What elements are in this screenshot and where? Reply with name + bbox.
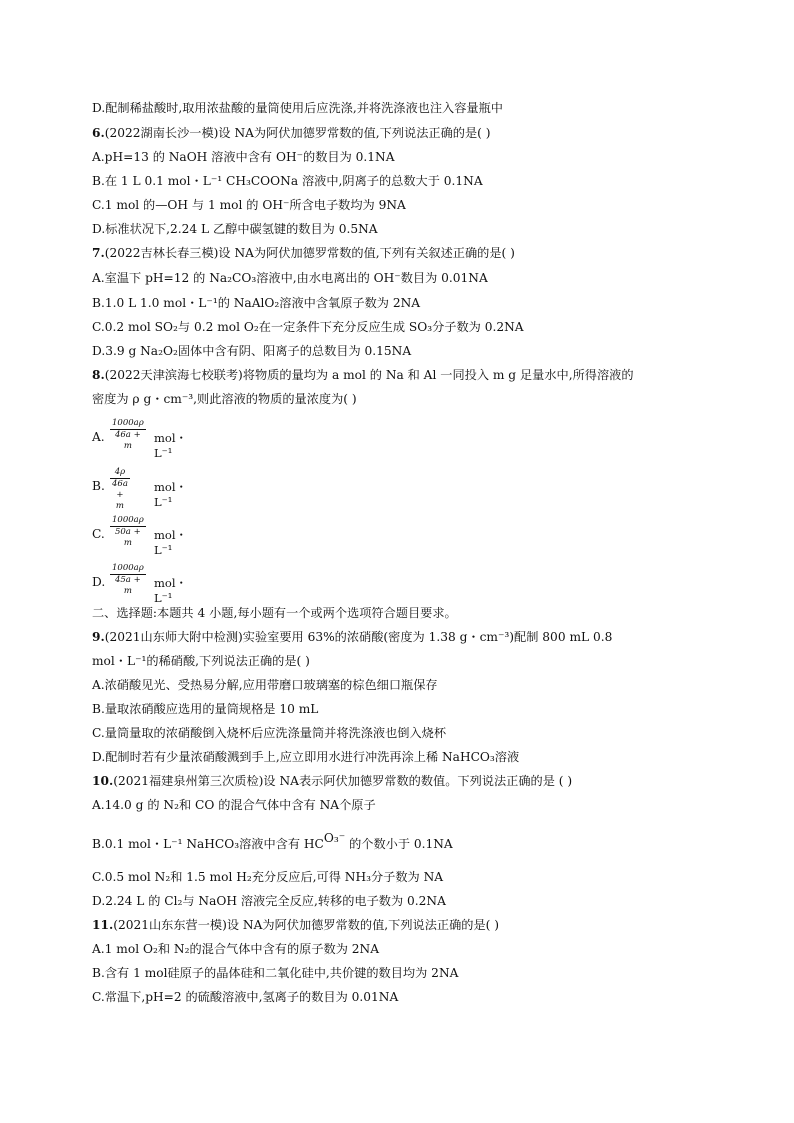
fraction-denominator: 45a + m bbox=[110, 574, 146, 597]
question-number: 9. bbox=[92, 630, 105, 644]
q10-option-d: D.2.24 L 的 Cl₂与 NaOH 溶液完全反应,转移的电子数为 0.2NA bbox=[92, 894, 446, 908]
q9-option-a: A.浓硝酸见光、受热易分解,应用带磨口玻璃塞的棕色细口瓶保存 bbox=[92, 678, 438, 692]
q9-option-d: D.配制时若有少量浓硝酸溅到手上,应立即用水进行冲洗再涂上稀 NaHCO₃溶液 bbox=[92, 750, 520, 764]
q6-option-b: B.在 1 L 0.1 mol・L⁻¹ CH₃COONa 溶液中,阴离子的总数大于 0.1NA bbox=[92, 174, 483, 188]
question-11 bbox=[92, 917, 499, 933]
question-6 bbox=[92, 125, 491, 141]
option-letter: B. bbox=[92, 479, 105, 493]
fraction-denominator: 46a + m bbox=[110, 429, 146, 452]
q7-option-d: D.3.9 g Na₂O₂固体中含有阴、阳离子的总数目为 0.15NA bbox=[92, 344, 412, 358]
option-letter: A. bbox=[92, 430, 105, 444]
q10-option-b bbox=[92, 831, 453, 852]
question-8-continued: 密度为 ρ g・cm⁻³,则此溶液的物质的量浓度为( ) bbox=[92, 392, 357, 406]
q7-option-a: A.室温下 pH=12 的 Na₂CO₃溶液中,由水电离出的 OH⁻数目为 0.01NA bbox=[92, 271, 488, 285]
question-text: (2021山东师大附中检测)实验室要用 63%的浓硝酸(密度为 1.38 g・cm⁻³)配制 800 mL 0.8 bbox=[104, 630, 613, 644]
question-number: 7. bbox=[92, 246, 105, 260]
question-number: 11. bbox=[92, 918, 114, 932]
ion-formula: O₃⁻ bbox=[323, 831, 346, 845]
fraction bbox=[110, 467, 130, 512]
q11-option-a: A.1 mol O₂和 N₂的混合气体中含有的原子数为 2NA bbox=[92, 942, 379, 956]
fraction-denominator: 50a + m bbox=[110, 526, 146, 549]
question-number: 10. bbox=[92, 774, 114, 788]
question-7 bbox=[92, 245, 515, 261]
q9-option-c: C.量筒量取的浓硝酸倒入烧杯后应洗涤量筒并将洗涤液也倒入烧杯 bbox=[92, 726, 447, 740]
fraction bbox=[110, 418, 146, 452]
q11-option-c: C.常温下,pH=2 的硫酸溶液中,氢离子的数目为 0.01NA bbox=[92, 990, 399, 1004]
q7-option-b: B.1.0 L 1.0 mol・L⁻¹的 NaAlO₂溶液中含氧原子数为 2NA bbox=[92, 296, 421, 310]
question-text: (2022天津滨海七校联考)将物质的量均为 a mol 的 Na 和 Al 一同投入 m g 足量水中,所得溶液的 bbox=[104, 368, 634, 382]
question-8 bbox=[92, 367, 634, 383]
question-text: (2022湖南长沙一模)设 NA为阿伏加德罗常数的值,下列说法正确的是( ) bbox=[104, 126, 491, 140]
question-9-continued: mol・L⁻¹的稀硝酸,下列说法正确的是( ) bbox=[92, 654, 310, 668]
q9-option-b: B.量取浓硝酸应选用的量筒规格是 10 mL bbox=[92, 702, 319, 716]
option-unit: mol・L⁻¹ bbox=[154, 431, 188, 460]
question-text: (2021山东东营一模)设 NA为阿伏加德罗常数的值,下列说法正确的是( ) bbox=[113, 918, 500, 932]
question-number: 6. bbox=[92, 126, 105, 140]
question-number: 8. bbox=[92, 368, 105, 382]
q7-option-c: C.0.2 mol SO₂与 0.2 mol O₂在一定条件下充分反应生成 SO₃分子数为 0.2NA bbox=[92, 320, 524, 334]
q10-option-a: A.14.0 g 的 N₂和 CO 的混合气体中含有 NA个原子 bbox=[92, 798, 376, 812]
option-unit: mol・L⁻¹ bbox=[154, 528, 188, 557]
option-letter: D. bbox=[92, 575, 106, 589]
option-letter: C. bbox=[92, 527, 105, 541]
option-unit: mol・L⁻¹ bbox=[154, 480, 188, 509]
q10-option-c: C.0.5 mol N₂和 1.5 mol H₂充分反应后,可得 NH₃分子数为 NA bbox=[92, 870, 444, 884]
q10-option-b-text: B.0.1 mol・L⁻¹ NaHCO₃溶液中含有 HC bbox=[92, 837, 324, 851]
question-text: (2022吉林长春三模)设 NA为阿伏加德罗常数的值,下列有关叙述正确的是( ) bbox=[104, 246, 515, 260]
fraction-numerator: 4ρ bbox=[114, 467, 126, 477]
fraction-numerator: 1000aρ bbox=[112, 418, 144, 428]
q6-option-d: D.标准状况下,2.24 L 乙醇中碳氢键的数目为 0.5NA bbox=[92, 222, 378, 236]
q10-option-b-tail: 的个数小于 0.1NA bbox=[345, 837, 453, 851]
option-unit: mol・L⁻¹ bbox=[154, 576, 188, 605]
q6-option-a: A.pH=13 的 NaOH 溶液中含有 OH⁻的数目为 0.1NA bbox=[92, 150, 395, 164]
fraction-denominator: 46a + m bbox=[112, 479, 128, 511]
q6-option-c: C.1 mol 的—OH 与 1 mol 的 OH⁻所含电子数均为 9NA bbox=[92, 198, 406, 212]
fraction-numerator: 1000aρ bbox=[112, 563, 144, 573]
q11-option-b: B.含有 1 mol硅原子的晶体硅和二氧化硅中,共价键的数目均为 2NA bbox=[92, 966, 459, 980]
q5-option-d: D.配制稀盐酸时,取用浓盐酸的量筒使用后应洗涤,并将洗涤液也注入容量瓶中 bbox=[92, 101, 503, 115]
question-10 bbox=[92, 773, 572, 789]
fraction bbox=[110, 563, 146, 597]
question-9 bbox=[92, 629, 612, 645]
question-text: (2021福建泉州第三次质检)设 NA表示阿伏加德罗常数的数值。下列说法正确的是 ( ) bbox=[113, 774, 573, 788]
fraction bbox=[110, 515, 146, 549]
fraction-numerator: 1000aρ bbox=[112, 515, 144, 525]
section-heading: 二、选择题:本题共 4 小题,每小题有一个或两个选项符合题目要求。 bbox=[92, 606, 457, 620]
